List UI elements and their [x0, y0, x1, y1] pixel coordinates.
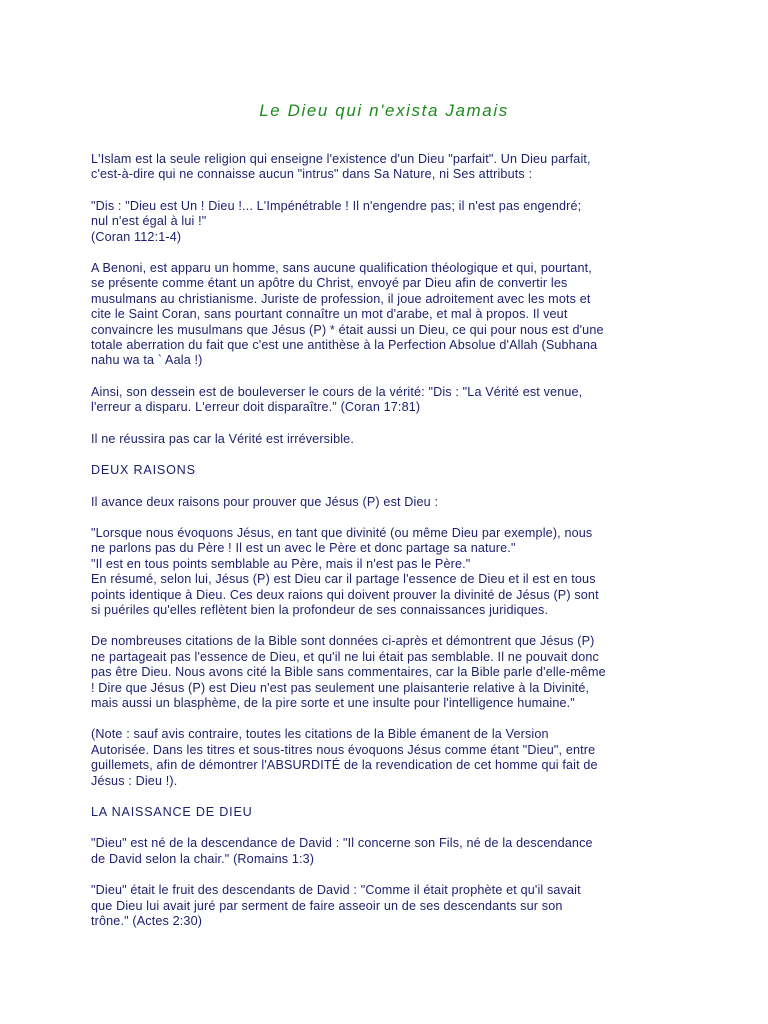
document-body	[91, 152, 691, 945]
document-title: Le Dieu qui n'exista Jamais	[259, 101, 509, 120]
paragraph-intro: L'Islam est la seule religion qui enseigne l'existence d'un Dieu "parfait". Un Dieu parfait, c'est-à-dire qui ne connaisse aucun "intrus" dans Sa Nature, ni Ses attributs :	[91, 152, 591, 182]
paragraph-note: (Note : sauf avis contraire, toutes les citations de la Bible émanent de la Version Autorisée. Dans les titres et sous-titres nous évoquons Jésus comme étant "Dieu", entre guillemets, afin de démontrer l'ABSURDITÉ de la revendication de cet homme qui fait de Jésus : Dieu !).	[91, 727, 598, 788]
section-heading-naissance: LA NAISSANCE DE DIEU	[91, 805, 253, 819]
paragraph-actes: "Dieu" était le fruit des descendants de David : "Comme il était prophète et qu'il savait que Dieu lui avait juré par serment de faire asseoir un de ses descendants sur son trône." (Actes 2:30)	[91, 883, 581, 929]
section-heading-deux-raisons: DEUX RAISONS	[91, 463, 196, 478]
paragraph-dessein: Ainsi, son dessein est de bouleverser le cours de la vérité: "Dis : "La Vérité est venue, l'erreur a disparu. L'erreur doit disparaître." (Coran 17:81)	[91, 384, 583, 415]
paragraph-verite: Il ne réussira pas car la Vérité est irréversible.	[91, 431, 354, 446]
paragraph-romains: "Dieu" est né de la descendance de David : "Il concerne son Fils, né de la descendance de David selon la chair." (Romains 1:3)	[91, 836, 593, 866]
paragraph-lorsque: "Lorsque nous évoquons Jésus, en tant que divinité (ou même Dieu par exemple), nous ne parlons pas du Père ! Il est un avec le Père et donc partage sa nature." "Il est en tous points semblable au Père, mais il n'est pas le Père." En résumé, selon lui, Jésus (P) est Dieu car il partage l'essence de Dieu et il est en tous points identique à Dieu. Ces deux raions qui doivent prouver la divinité de Jésus (P) sont si puériles qu'elles reflètent bien la profondeur de ses connaissances juridiques.	[91, 525, 599, 617]
paragraph-deux-raisons: Il avance deux raisons pour prouver que Jésus (P) est Dieu :	[91, 494, 439, 509]
paragraph-benoni: A Benoni, est apparu un homme, sans aucune qualification théologique et qui, pourtant, se présente comme étant un apôtre du Christ, envoyé par Dieu afin de convertir les musulmans au christianisme. Juriste de profession, il joue adroitement avec les mots et cite le Saint Coran, sans pourtant connaître un mot d'arabe, et mal à propos. Il veut convaincre les musulmans que Jésus (P) * était aussi un Dieu, ce qui pour nous est d'une totale aberration du fait que c'est une antithèse à la Perfection Absolue d'Allah (Subhana nahu wa ta ` Aala !)	[91, 261, 604, 368]
paragraph-coran-quote: "Dis : "Dieu est Un ! Dieu !... L'Impénétrable ! Il n'engendre pas; il n'est pas engendré; nul n'est égal à lui !" (Coran 112:1-4)	[91, 198, 582, 244]
paragraph-citations-bible: De nombreuses citations de la Bible sont données ci-après et démontrent que Jésus (P) ne partageait pas l'essence de Dieu, et qu'il ne lui était pas semblable. Il ne pouvait donc pas être Dieu. Nous avons cité la Bible sans commentaires, car la Bible parle d'elle-même ! Dire que Jésus (P) est Dieu n'est pas seulement une plaisanterie relative à la Divinité, mais aussi un blasphème, de la pire sorte et une insulte pour l'intelligence humaine."	[91, 634, 606, 710]
